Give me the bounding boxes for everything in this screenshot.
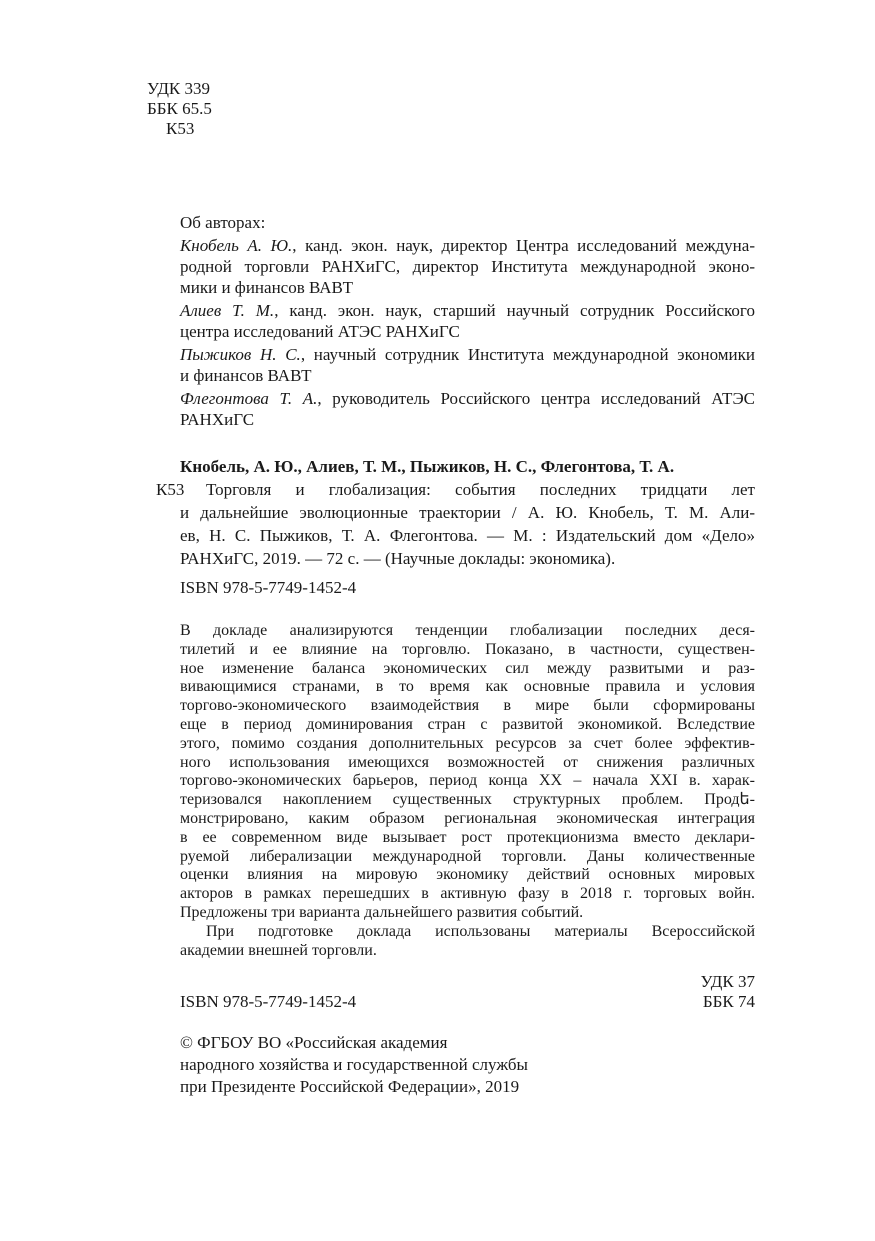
- author-entry: Кнобель А. Ю., канд. экон. наук, директор Центра исследований междуна- родной торговли РАНХиГС, директор Института международной эконо- мики и финансов ВАВТ: [180, 236, 755, 297]
- footer-bbk: ББК 74: [702, 992, 755, 1011]
- abstract-line: акторов в рамках перешедших в активную фазу в 2018 г. торговых войн.: [180, 885, 755, 903]
- abstract-line: оценки влияния на мировую экономику действий основных мировых: [180, 866, 755, 884]
- abstract-line: еще в период доминирования стран с развитой экономикой. Вследствие: [180, 715, 755, 733]
- about-authors: [180, 212, 755, 430]
- abstract-paragraph: [180, 622, 755, 923]
- author-name: Алиев Т. М.: [180, 301, 275, 320]
- author-entry: Пыжиков Н. С., научный сотрудник Института международной экономики и финансов ВАВТ: [180, 345, 755, 385]
- udk-code: УДК 339: [147, 79, 211, 98]
- footer-isbn: ISBN 978-5-7749-1452-4: [180, 992, 357, 1011]
- footer: [180, 972, 755, 1098]
- abstract-line: вивающимися странами, в то время как основные правила и условия: [180, 678, 755, 696]
- abstract-line: академии внешней торговли.: [180, 941, 377, 959]
- bib-mark: К53: [156, 480, 185, 499]
- abstract-line: тилетий и ее влияние на торговлю. Показано, в частности, существен-: [180, 640, 755, 658]
- bbk-code: ББК 65.5: [147, 99, 212, 118]
- abstract-line: этого, помимо создания дополнительных ресурсов за счет более эффектив-: [180, 734, 755, 752]
- isbn: ISBN 978-5-7749-1452-4: [180, 578, 357, 597]
- copyright: © ФГБОУ ВО «Российская академия народного хозяйства и государственной службы при Президенте Российской Федерации», 2019: [180, 1033, 528, 1096]
- abstract-line: руемой либерализации международной торговли. Даны количественные: [180, 847, 755, 865]
- abstract-line: торгово-экономических барьеров, период конца XX – начала XXI в. харак-: [180, 772, 755, 790]
- abstract-line: ного использования имеющихся возможностей от снижения различных: [180, 753, 755, 771]
- abstract-paragraph: [180, 923, 755, 961]
- abstract-line: При подготовке доклада использованы материалы Всероссийской: [206, 922, 755, 940]
- abstract-line: в ее современном виде вызывает рост протекционизма вместо деклари-: [180, 828, 755, 846]
- abstract: [180, 622, 755, 960]
- author-name: Пыжиков Н. С.: [180, 345, 301, 364]
- author-mark: К53: [166, 119, 195, 138]
- abstract-line: Предложены три варианта дальнейшего развития событий.: [180, 903, 584, 921]
- footer-udk: УДК 37: [700, 972, 755, 991]
- bibliographic-record: Кнобель, А. Ю., Алиев, Т. М., Пыжиков, Н. С., Флегонтова, Т. А. К53 Торговля и глобализация: события последних тридцати лет и дальнейшие эволюционные траектории / А. Ю. Кнобель, Т. М. Али- ев, Н. С. Пыжиков, Т. А. Флегонтова. — М. : Издательский дом «Дело» РАНХиГС, 2019. — 72 с. — (Научные доклады: экономика). ISBN 978-5-7749-1452-4: [156, 457, 755, 597]
- author-entry: Алиев Т. М., канд. экон. наук, старший научный сотрудник Российского центра исследований АТЭС РАНХиГС: [180, 301, 755, 341]
- author-name: Кнобель А. Ю.: [180, 236, 293, 255]
- abstract-line: теризовался накоплением существенных структурных проблем. Продե-: [180, 791, 755, 809]
- abstract-line: торгово-экономического взаимодействия в мире были сформированы: [180, 697, 755, 715]
- about-authors-heading: Об авторах:: [180, 213, 266, 232]
- classification: [147, 79, 212, 139]
- abstract-line: монстрировано, каким образом региональная экономическая интеграция: [180, 809, 755, 827]
- author-name: Флегонтова Т. А.: [180, 389, 318, 408]
- author-entry: Флегонтова Т. А., руководитель Российского центра исследований АТЭС РАНХиГС: [180, 389, 756, 429]
- bib-heading: Кнобель, А. Ю., Алиев, Т. М., Пыжиков, Н. С., Флегонтова, Т. А.: [180, 457, 675, 476]
- abstract-line: ное изменение баланса экономических сил между развитыми и раз-: [180, 659, 755, 677]
- abstract-line: В докладе анализируются тенденции глобализации последних деся-: [180, 622, 755, 639]
